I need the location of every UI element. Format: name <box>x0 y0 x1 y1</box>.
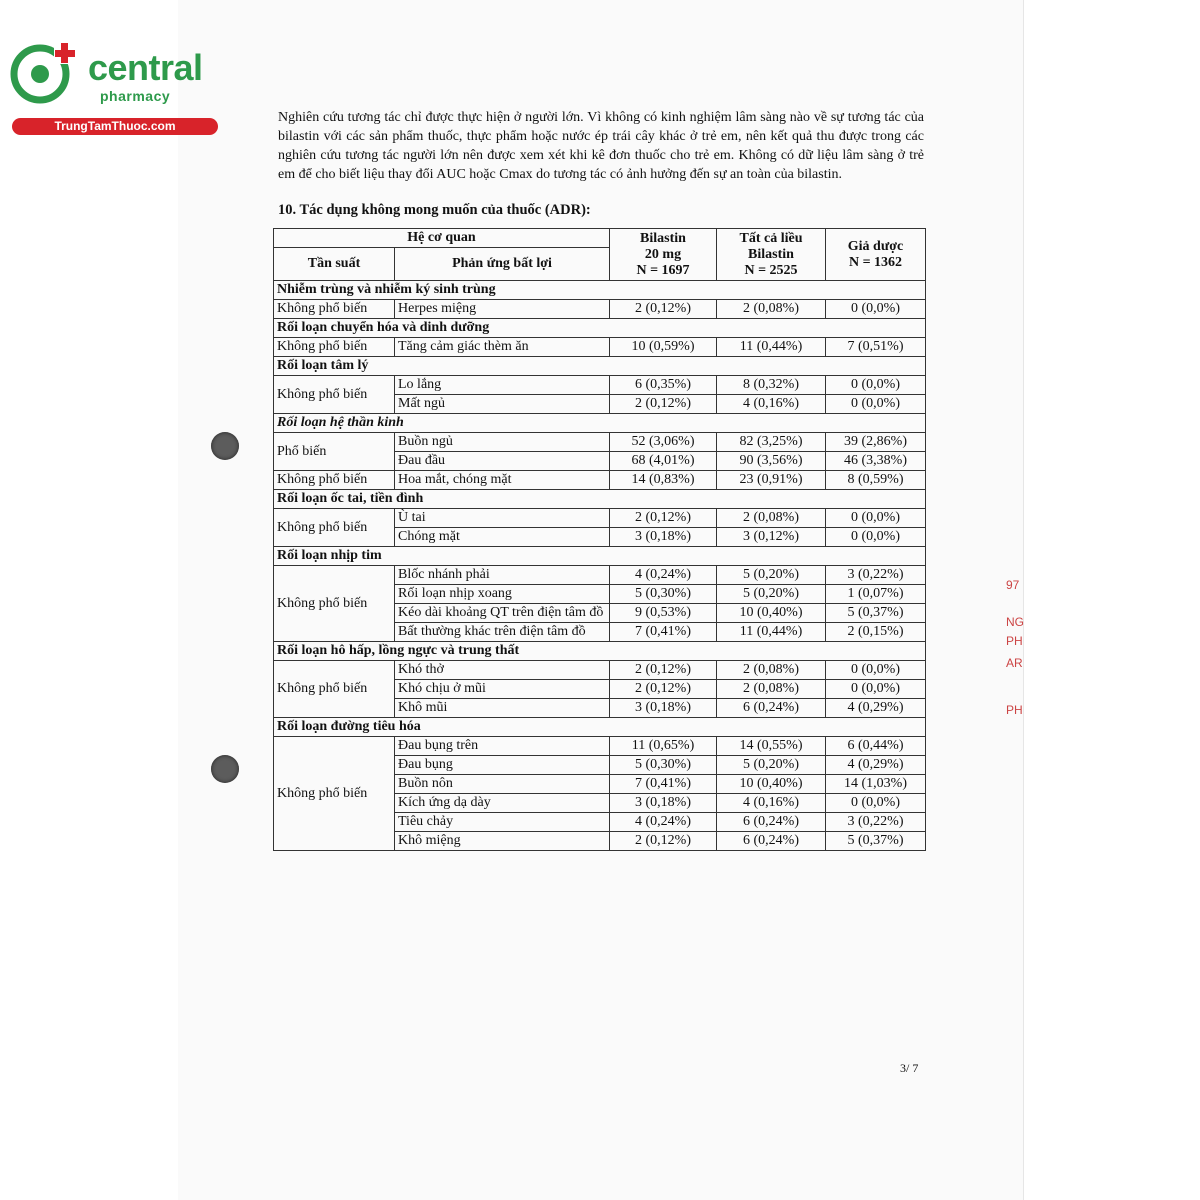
central-pharmacy-logo[interactable] <box>10 40 220 140</box>
all-doses-value: 2 (0,08%) <box>717 509 826 528</box>
all-doses-value: 23 (0,91%) <box>717 471 826 490</box>
intro-paragraph: Nghiên cứu tương tác chỉ được thực hiện ở người lớn. Vì không có kinh nghiệm lâm sàng nào về sự tương tác của bilastin với các sản phẩm thuốc, thực phẩm hoặc nước ép trái cây khác ở trẻ em, nên kết quả thu được trong các nghiên cứu tương tác người lớn nên được xem xét khi kê đơn thuốc cho trẻ em. Không có dữ liệu lâm sàng ở trẻ em để cho biết liệu thay đổi AUC hoặc Cmax do tương tác có ảnh hưởng đến sự an toàn của bilastin. <box>278 110 924 182</box>
placebo-value: 0 (0,0%) <box>826 680 926 699</box>
organ-system-heading: Rối loạn hô hấp, lồng ngực và trung thất <box>274 642 926 661</box>
organ-system-heading: Rối loạn hệ thần kinh <box>274 414 926 433</box>
page-number: 3/ 7 <box>900 1061 919 1075</box>
header-placebo: Giả dược N = 1362 <box>826 229 926 281</box>
margin-stamp: PH <box>1006 703 1023 717</box>
organ-system-heading: Rối loạn chuyển hóa và dinh dưỡng <box>274 319 926 338</box>
bilastin-20mg-value: 7 (0,41%) <box>610 775 717 794</box>
reaction-cell: Bất thường khác trên điện tâm đồ <box>395 623 610 642</box>
frequency-cell: Không phổ biến <box>274 661 395 718</box>
placebo-value: 0 (0,0%) <box>826 509 926 528</box>
frequency-cell: Không phổ biến <box>274 737 395 851</box>
bilastin-20mg-value: 3 (0,18%) <box>610 699 717 718</box>
bilastin-20mg-value: 4 (0,24%) <box>610 566 717 585</box>
margin-stamp: PH <box>1006 634 1023 648</box>
all-doses-value: 2 (0,08%) <box>717 661 826 680</box>
margin-stamp: NG <box>1006 615 1024 629</box>
placebo-value: 3 (0,22%) <box>826 813 926 832</box>
frequency-cell: Phổ biến <box>274 433 395 471</box>
reaction-cell: Hoa mắt, chóng mặt <box>395 471 610 490</box>
margin-stamp: 97 <box>1006 578 1020 592</box>
bilastin-20mg-value: 6 (0,35%) <box>610 376 717 395</box>
all-doses-value: 5 (0,20%) <box>717 756 826 775</box>
group-row <box>274 281 926 300</box>
table-row <box>274 566 926 585</box>
section-title: 10. Tác dụng không mong muốn của thuốc (ADR): <box>278 202 591 218</box>
punch-hole <box>211 755 239 783</box>
margin-stamp: AR <box>1006 656 1023 670</box>
bilastin-20mg-value: 2 (0,12%) <box>610 832 717 851</box>
all-doses-value: 82 (3,25%) <box>717 433 826 452</box>
all-doses-value: 5 (0,20%) <box>717 566 826 585</box>
all-doses-value: 4 (0,16%) <box>717 794 826 813</box>
bilastin-20mg-value: 3 (0,18%) <box>610 794 717 813</box>
placebo-value: 0 (0,0%) <box>826 794 926 813</box>
bilastin-20mg-value: 14 (0,83%) <box>610 471 717 490</box>
group-row <box>274 642 926 661</box>
organ-system-heading: Rối loạn ốc tai, tiền đình <box>274 490 926 509</box>
all-doses-value: 10 (0,40%) <box>717 775 826 794</box>
reaction-cell: Khó chịu ở mũi <box>395 680 610 699</box>
all-doses-value: 2 (0,08%) <box>717 300 826 319</box>
bilastin-20mg-value: 5 (0,30%) <box>610 585 717 604</box>
bilastin-20mg-value: 2 (0,12%) <box>610 661 717 680</box>
bilastin-20mg-value: 10 (0,59%) <box>610 338 717 357</box>
table-row <box>274 300 926 319</box>
organ-system-heading: Nhiễm trùng và nhiễm ký sinh trùng <box>274 281 926 300</box>
bilastin-20mg-value: 52 (3,06%) <box>610 433 717 452</box>
reaction-cell: Buồn nôn <box>395 775 610 794</box>
header-frequency: Tần suất <box>274 248 395 281</box>
placebo-value: 0 (0,0%) <box>826 376 926 395</box>
table-row <box>274 509 926 528</box>
reaction-cell: Buồn ngủ <box>395 433 610 452</box>
table-row <box>274 737 926 756</box>
bilastin-20mg-value: 9 (0,53%) <box>610 604 717 623</box>
table-row <box>274 433 926 452</box>
frequency-cell: Không phổ biến <box>274 566 395 642</box>
group-row <box>274 547 926 566</box>
placebo-value: 0 (0,0%) <box>826 395 926 414</box>
reaction-cell: Chóng mặt <box>395 528 610 547</box>
placebo-value: 5 (0,37%) <box>826 832 926 851</box>
all-doses-value: 6 (0,24%) <box>717 813 826 832</box>
placebo-value: 4 (0,29%) <box>826 699 926 718</box>
placebo-value: 46 (3,38%) <box>826 452 926 471</box>
group-row <box>274 718 926 737</box>
table-row <box>274 338 926 357</box>
brand-subtitle: pharmacy <box>100 88 171 104</box>
frequency-cell: Không phổ biến <box>274 338 395 357</box>
reaction-cell: Đau bụng trên <box>395 737 610 756</box>
placebo-value: 0 (0,0%) <box>826 300 926 319</box>
bilastin-20mg-value: 11 (0,65%) <box>610 737 717 756</box>
placebo-value: 14 (1,03%) <box>826 775 926 794</box>
frequency-cell: Không phổ biến <box>274 376 395 414</box>
bilastin-20mg-value: 3 (0,18%) <box>610 528 717 547</box>
reaction-cell: Ù tai <box>395 509 610 528</box>
all-doses-value: 6 (0,24%) <box>717 832 826 851</box>
reaction-cell: Lo lắng <box>395 376 610 395</box>
header-reaction: Phản ứng bất lợi <box>395 248 610 281</box>
table-row <box>274 471 926 490</box>
placebo-value: 5 (0,37%) <box>826 604 926 623</box>
bilastin-20mg-value: 7 (0,41%) <box>610 623 717 642</box>
bilastin-20mg-value: 2 (0,12%) <box>610 300 717 319</box>
bilastin-20mg-value: 2 (0,12%) <box>610 395 717 414</box>
organ-system-heading: Rối loạn đường tiêu hóa <box>274 718 926 737</box>
group-row <box>274 357 926 376</box>
frequency-cell: Không phổ biến <box>274 471 395 490</box>
adr-table <box>273 228 926 851</box>
bilastin-20mg-value: 4 (0,24%) <box>610 813 717 832</box>
group-row <box>274 414 926 433</box>
placebo-value: 7 (0,51%) <box>826 338 926 357</box>
reaction-cell: Đau bụng <box>395 756 610 775</box>
reaction-cell: Tăng cảm giác thèm ăn <box>395 338 610 357</box>
header-bilastin-20mg: Bilastin 20 mg N = 1697 <box>610 229 717 281</box>
all-doses-value: 4 (0,16%) <box>717 395 826 414</box>
placebo-value: 0 (0,0%) <box>826 661 926 680</box>
all-doses-value: 5 (0,20%) <box>717 585 826 604</box>
all-doses-value: 11 (0,44%) <box>717 623 826 642</box>
pharmacy-cross-icon <box>10 40 80 104</box>
bilastin-20mg-value: 2 (0,12%) <box>610 509 717 528</box>
placebo-value: 0 (0,0%) <box>826 528 926 547</box>
punch-hole <box>211 432 239 460</box>
reaction-cell: Khô mũi <box>395 699 610 718</box>
all-doses-value: 14 (0,55%) <box>717 737 826 756</box>
frequency-cell: Không phổ biến <box>274 509 395 547</box>
reaction-cell: Rối loạn nhịp xoang <box>395 585 610 604</box>
table-row <box>274 661 926 680</box>
placebo-value: 4 (0,29%) <box>826 756 926 775</box>
header-organ-system: Hệ cơ quan <box>274 229 610 248</box>
all-doses-value: 90 (3,56%) <box>717 452 826 471</box>
reaction-cell: Herpes miệng <box>395 300 610 319</box>
site-url-badge: TrungTamThuoc.com <box>12 118 218 135</box>
placebo-value: 6 (0,44%) <box>826 737 926 756</box>
all-doses-value: 2 (0,08%) <box>717 680 826 699</box>
placebo-value: 39 (2,86%) <box>826 433 926 452</box>
header-all-doses: Tất cả liều Bilastin N = 2525 <box>717 229 826 281</box>
placebo-value: 1 (0,07%) <box>826 585 926 604</box>
reaction-cell: Kéo dài khoảng QT trên điện tâm đồ <box>395 604 610 623</box>
bilastin-20mg-value: 5 (0,30%) <box>610 756 717 775</box>
reaction-cell: Đau đầu <box>395 452 610 471</box>
reaction-cell: Mất ngủ <box>395 395 610 414</box>
placebo-value: 8 (0,59%) <box>826 471 926 490</box>
reaction-cell: Blốc nhánh phải <box>395 566 610 585</box>
bilastin-20mg-value: 68 (4,01%) <box>610 452 717 471</box>
placebo-value: 3 (0,22%) <box>826 566 926 585</box>
frequency-cell: Không phổ biến <box>274 300 395 319</box>
all-doses-value: 10 (0,40%) <box>717 604 826 623</box>
group-row <box>274 319 926 338</box>
placebo-value: 2 (0,15%) <box>826 623 926 642</box>
reaction-cell: Kích ứng dạ dày <box>395 794 610 813</box>
all-doses-value: 8 (0,32%) <box>717 376 826 395</box>
reaction-cell: Khô miệng <box>395 832 610 851</box>
brand-name: central <box>88 47 203 88</box>
adr-table-body <box>274 281 926 851</box>
bilastin-20mg-value: 2 (0,12%) <box>610 680 717 699</box>
all-doses-value: 11 (0,44%) <box>717 338 826 357</box>
group-row <box>274 490 926 509</box>
all-doses-value: 3 (0,12%) <box>717 528 826 547</box>
reaction-cell: Tiêu chảy <box>395 813 610 832</box>
organ-system-heading: Rối loạn nhịp tim <box>274 547 926 566</box>
reaction-cell: Khó thở <box>395 661 610 680</box>
all-doses-value: 6 (0,24%) <box>717 699 826 718</box>
table-row <box>274 376 926 395</box>
organ-system-heading: Rối loạn tâm lý <box>274 357 926 376</box>
